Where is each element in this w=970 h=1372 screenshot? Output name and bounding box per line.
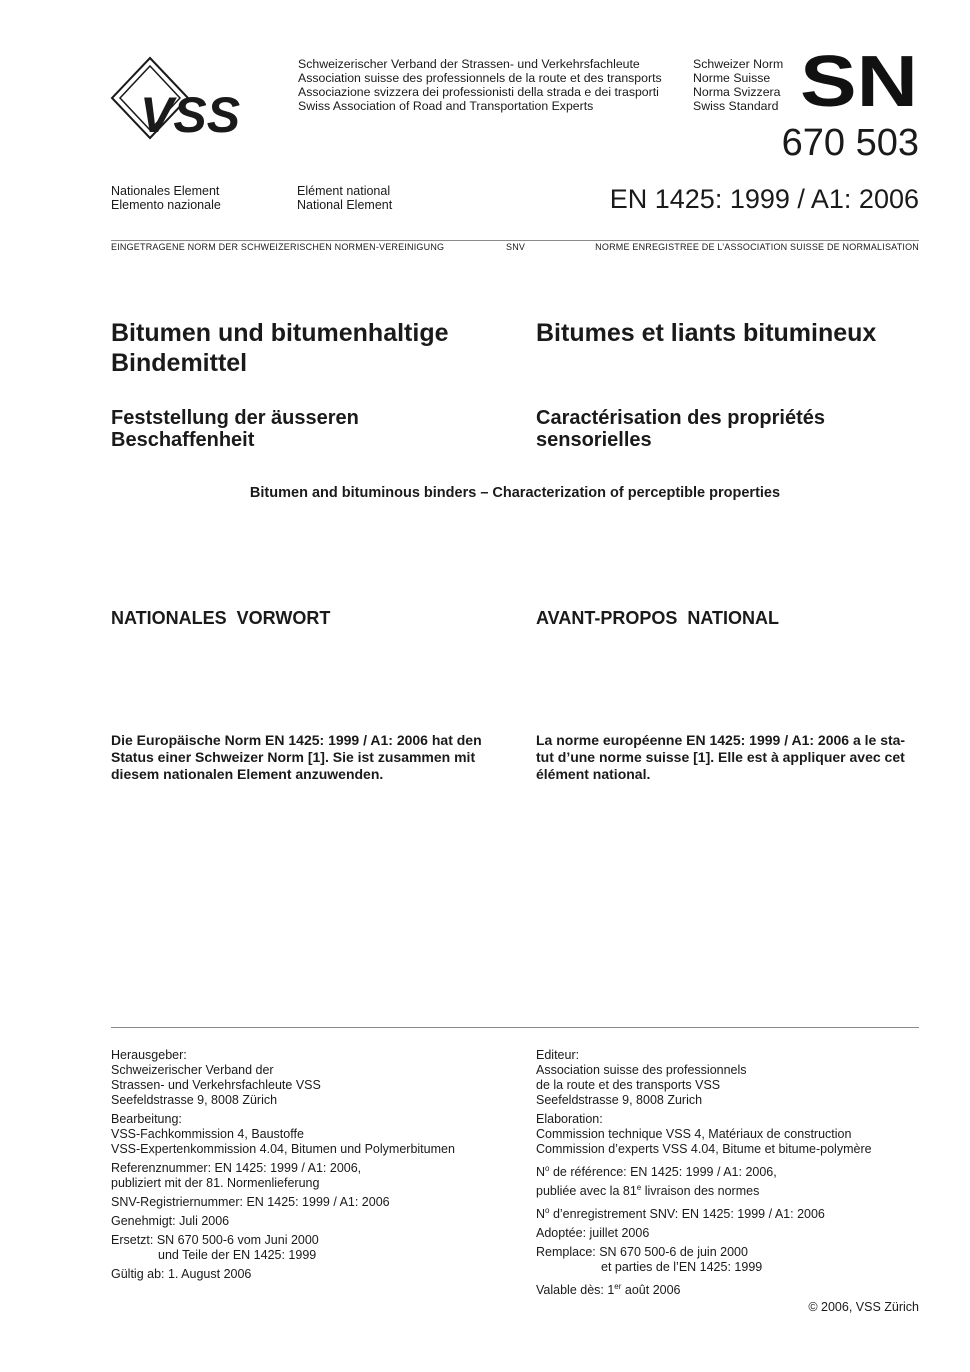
association-line: Swiss Association of Road and Transportation Experts bbox=[298, 99, 594, 113]
element-label-right: Elément national National Element bbox=[297, 184, 393, 212]
footer-de: Herausgeber: Schweizerischer Verband der Strassen- und Verkehrsfachleute VSS Seefeldstrasse 9, 8008 Zürich Bearbeitung: VSS-Fachkommission 4, Baustoffe VSS-Expertenkommission 4.04, Bitumen und Polymerbitumen Referenznummer: EN 1425: 1999 / A1: 2006, publiziert mit der 81. Normenlieferung SNV-Registriernummer: EN 1425: 1999 / A1: 2006 Genehmigt: Juli 2006 Ersetzt: SN 670 500-6 vom Juni 2000 und Teile der EN 1425: 1999 Gültig ab: 1. August 2006 bbox=[111, 1048, 455, 1281]
foreword-heading-de: NATIONALES VORWORT bbox=[111, 608, 331, 628]
title-de: Bitumen und bitumenhaltige Bindemittel bbox=[111, 319, 449, 377]
norm-type-line: Norme Suisse bbox=[693, 71, 771, 85]
norm-type-line: Schweizer Norm bbox=[693, 57, 784, 71]
association-names bbox=[298, 57, 662, 113]
element-label-left: Nationales Element Elemento nazionale bbox=[111, 184, 221, 212]
vss-logo bbox=[110, 56, 292, 140]
copyright: © 2006, VSS Zürich bbox=[808, 1300, 919, 1314]
association-line: Schweizerischer Verband der Strassen- und Verkehrsfachleute bbox=[298, 57, 640, 71]
registry-mid: SNV bbox=[506, 242, 526, 252]
sn-logo bbox=[800, 44, 922, 114]
norm-type bbox=[693, 57, 783, 113]
logo-text: VSS bbox=[140, 87, 241, 140]
vss-logo-icon bbox=[110, 56, 292, 140]
title-fr: Bitumes et liants bitumineux bbox=[536, 319, 877, 347]
subtitle-fr: Caractérisation des propriétés sensorielles bbox=[536, 407, 825, 451]
association-line: Associazione svizzera dei professionisti della strada e dei trasporti bbox=[298, 85, 659, 99]
registry-right: NORME ENREGISTREE DE L’ASSOCIATION SUISSE DE NORMALISATION bbox=[595, 242, 919, 252]
footer-fr: Editeur: Association suisse des professionnels de la route et des transports VSS Seefeldstrasse 9, 8008 Zurich Elaboration: Commission technique VSS 4, Matériaux de construction Commission d’experts VSS 4.04, Bitume et bitume-polymère $N^o$ de référence: EN 1425: 1999 / A1: 2006, publiée avec la 81e livraison des normes $N^o$ d’enregistrement SNV: EN 1425: 1999 / A1: 2006 Adoptée: juillet 2006 Remplace: SN 670 500-6 de juin 2000 et parties de l’EN 1425: 1999 Valable dès: 1er août 2006 bbox=[536, 1048, 872, 1298]
sn-logo-text: SN bbox=[800, 44, 918, 114]
subtitle-de: Feststellung der äusseren Beschaffenheit bbox=[111, 407, 359, 451]
title-en: Bitumen and bituminous binders – Characterization of perceptible properties bbox=[249, 485, 781, 501]
footer-rule bbox=[111, 1027, 919, 1028]
association-line: Association suisse des professionnels de la route et des transports bbox=[298, 71, 662, 85]
registry-left: EINGETRAGENE NORM DER SCHWEIZERISCHEN NORMEN-VEREINIGUNG bbox=[111, 242, 445, 252]
norm-type-line: Swiss Standard bbox=[693, 99, 779, 113]
foreword-text-fr: La norme européenne EN 1425: 1999 / A1: 2006 a le sta- tut d’une norme suisse [1]. Elle est à appliquer avec cet élément national. bbox=[536, 732, 906, 782]
foreword-text-de: Die Europäische Norm EN 1425: 1999 / A1: 2006 hat den Status einer Schweizer Norm [1]. Sie ist zusammen mit diesem nationalen Element anzuwenden. bbox=[111, 732, 482, 782]
norm-type-line: Norma Svizzera bbox=[693, 85, 781, 99]
en-reference: EN 1425: 1999 / A1: 2006 bbox=[609, 184, 919, 214]
header-rule bbox=[111, 240, 919, 241]
foreword-heading-fr: AVANT-PROPOS NATIONAL bbox=[536, 608, 779, 628]
norm-number: 670 503 bbox=[781, 122, 919, 164]
